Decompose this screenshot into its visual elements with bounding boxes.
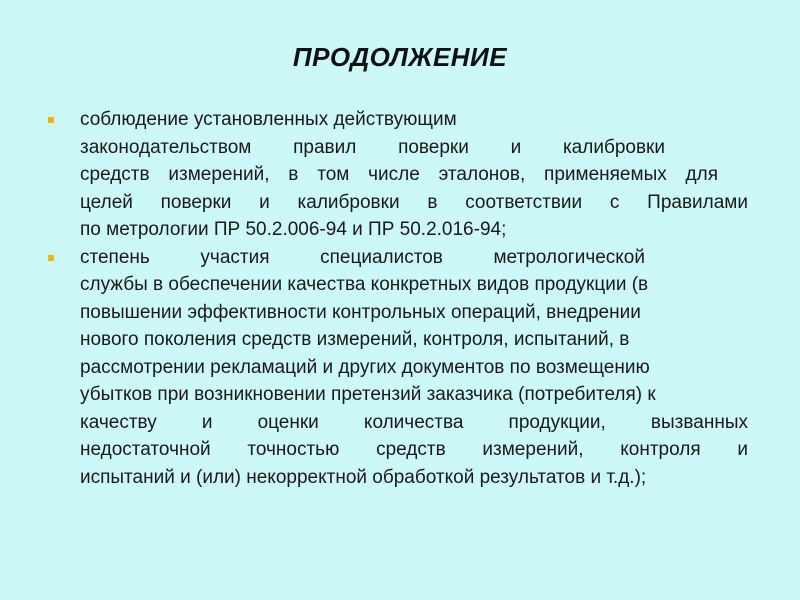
text-line: службы в обеспечении качества конкретных видов продукции (в xyxy=(80,274,649,295)
bullet-list xyxy=(48,106,748,491)
text-line: целей поверки и калибровки в соответствии с Правилами xyxy=(80,191,748,213)
text-line: повышении эффективности контрольных операций, внедрении xyxy=(80,301,641,323)
text-line: нового поколения средств измерений, контроля, испытаний, в xyxy=(80,329,630,350)
text-line: убытков при возникновении претензий заказчика (потребителя) к xyxy=(80,384,656,405)
bullet-item xyxy=(48,106,748,244)
text-line: испытаний и (или) некорректной обработкой результатов и т.д.); xyxy=(80,466,647,488)
text-line: рассмотрении рекламаций и других документов по возмещению xyxy=(80,356,650,378)
text-line: качеству и оценки количества продукции, вызванных xyxy=(80,411,748,433)
text-line: законодательством правил поверки и калибровки xyxy=(80,136,665,158)
text-line: по метрологии ПР 50.2.006-94 и ПР 50.2.016-94; xyxy=(80,219,507,240)
text-line: средств измерений, в том числе эталонов, применяемых для xyxy=(80,164,718,185)
square-bullet-icon xyxy=(48,255,54,261)
text-line: степень участия специалистов метрологической xyxy=(80,246,645,268)
square-bullet-icon xyxy=(48,117,54,123)
text-line: соблюдение установленных действующим xyxy=(80,109,457,130)
slide-title: ПРОДОЛЖЕНИЕ xyxy=(292,42,508,72)
bullet-item xyxy=(48,244,748,492)
text-line: недостаточной точностью средств измерений, контроля и xyxy=(80,439,748,460)
